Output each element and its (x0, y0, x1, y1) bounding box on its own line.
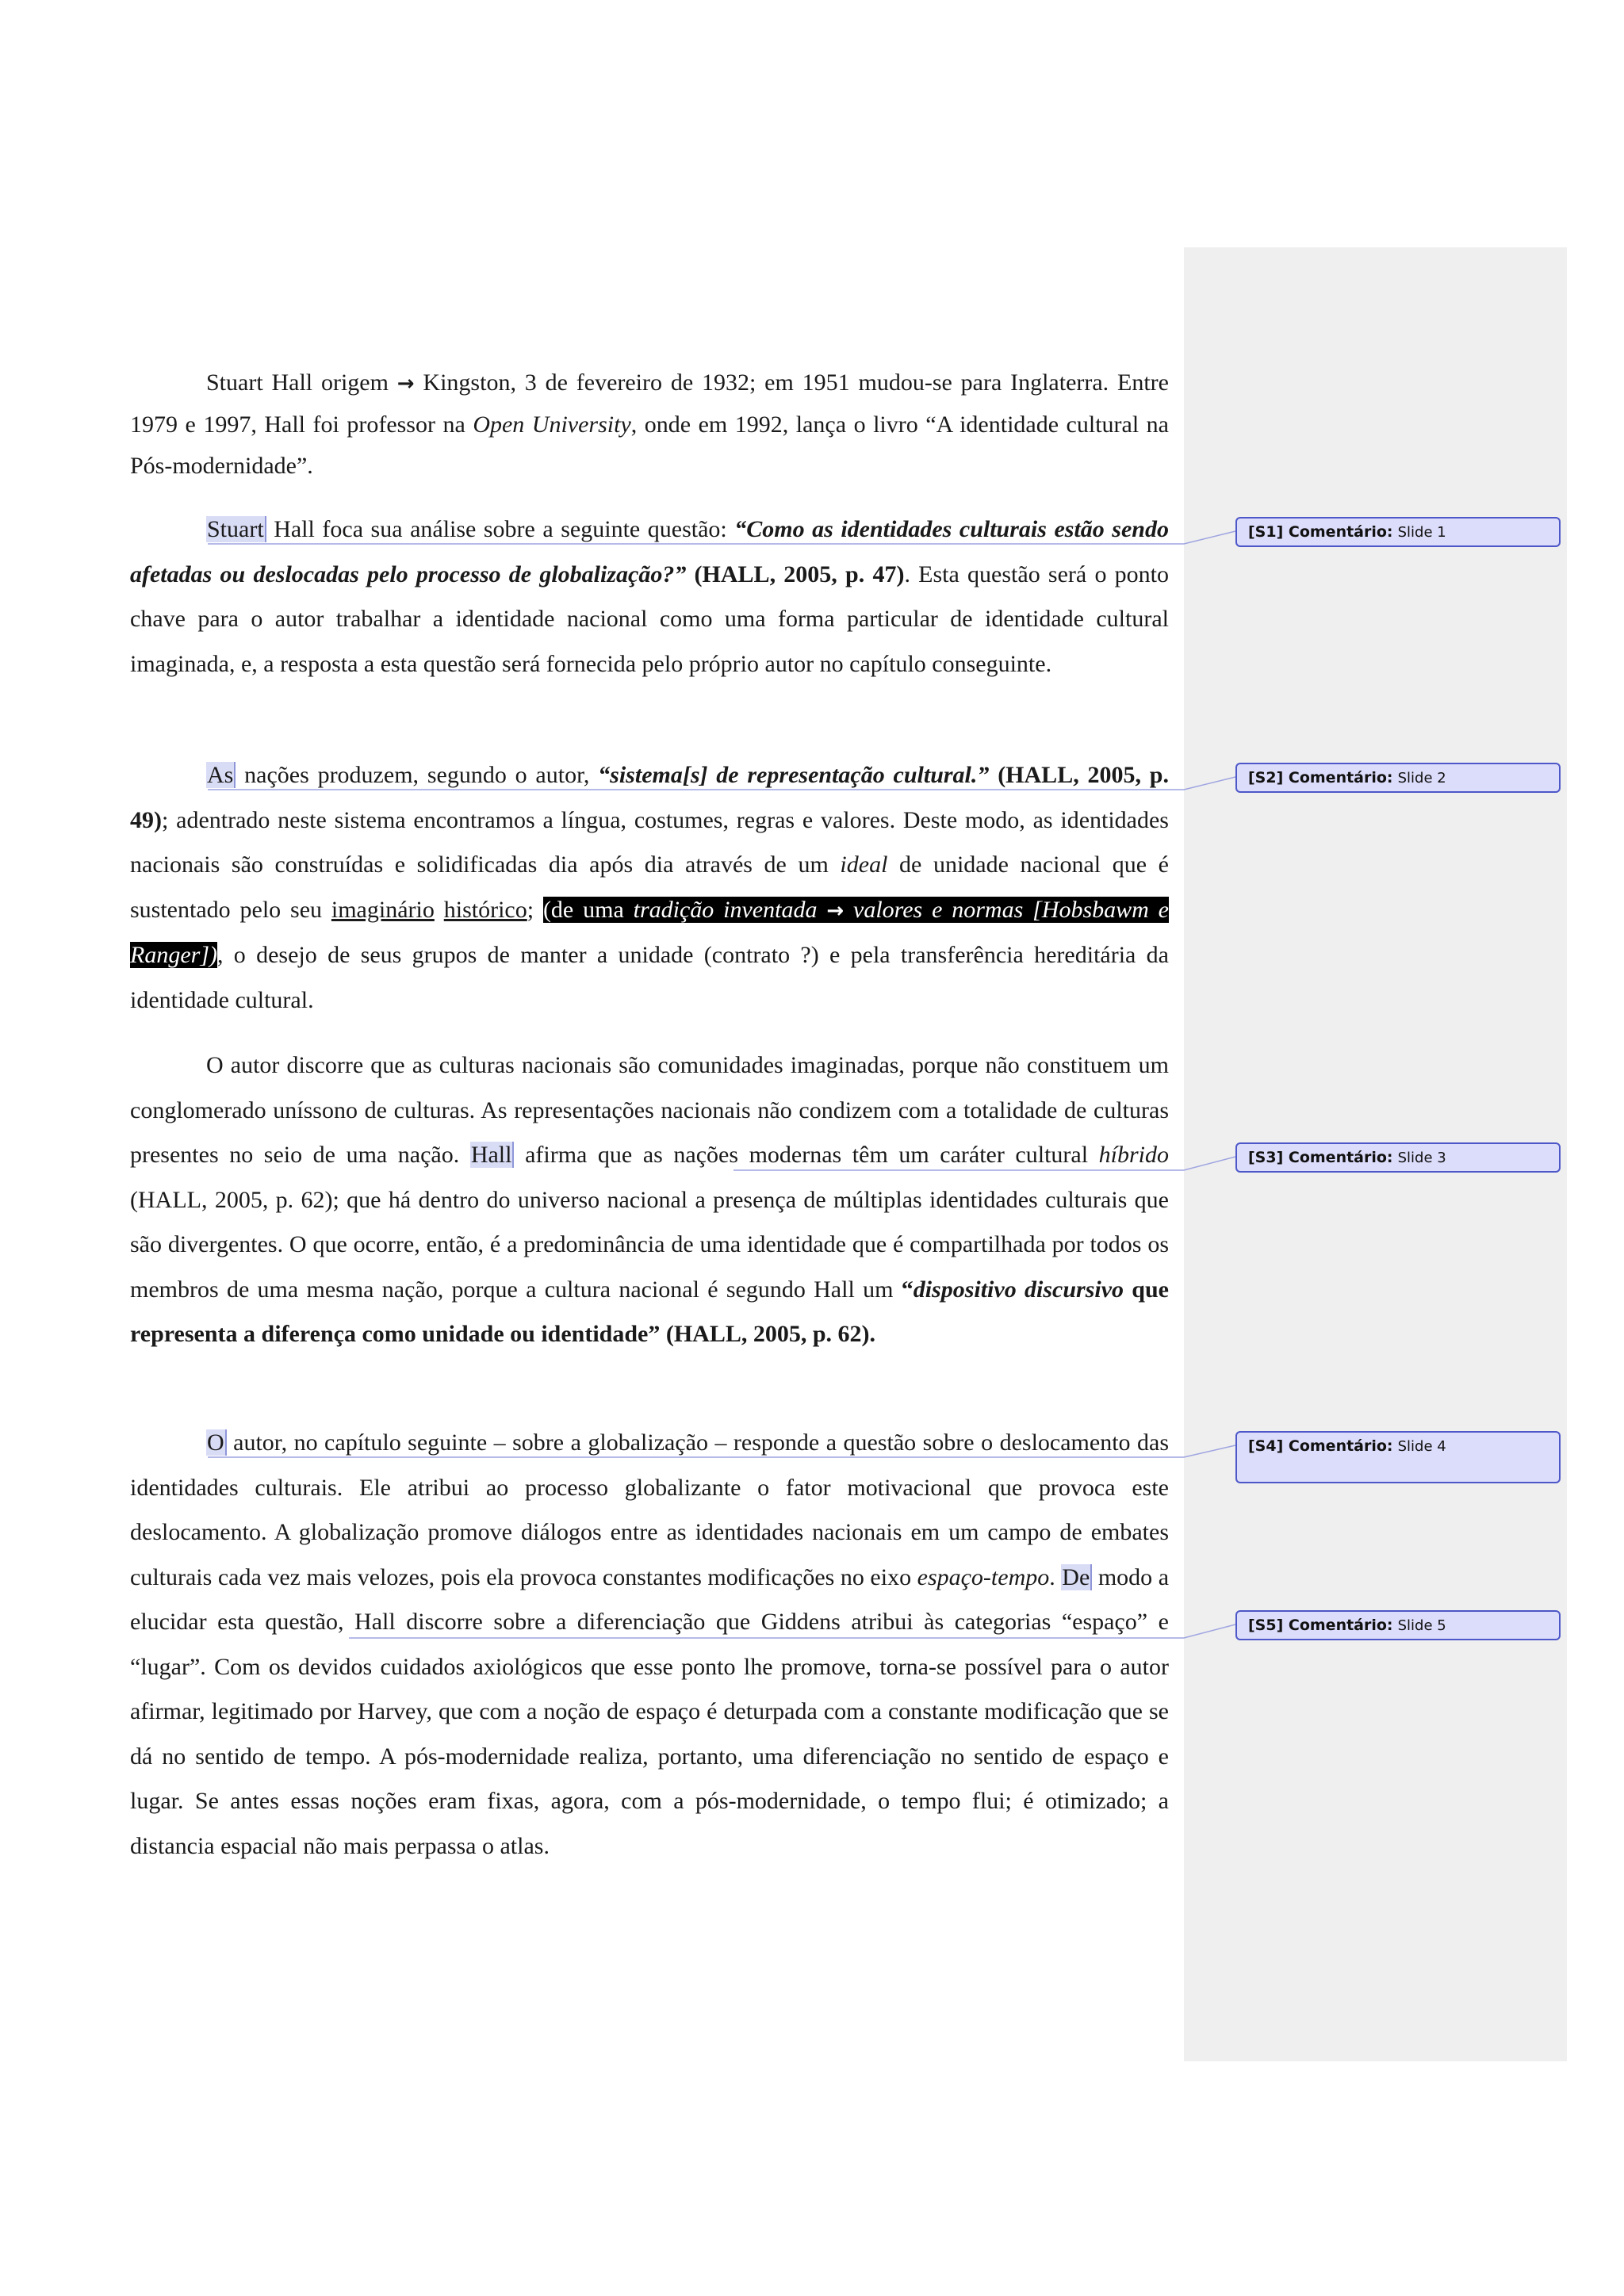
text-run: (HALL, 2005, p. 62); que há dentro do universo nacional a presença de múltiplas identidades culturais que são divergentes. O que ocorre, então, é a predominância de uma identidade que é compartilhada por todos os membros de uma mesma nação, porque a cultura nacional é segundo Hall um (130, 1186, 1169, 1303)
text-run: autor, no capítulo seguinte – sobre a globalização – responde a questão sobre o deslocamento das identidades culturais. Ele atribui ao processo globalizante o fator motivacional que provoca este deslocamento. A globalização promove diálogos entre as identidades nacionais em um campo de embates culturais cada vez mais velozes, pois ela provoca constantes modificações no eixo (130, 1429, 1169, 1590)
comment-anchor-3[interactable]: Hall (470, 1142, 515, 1168)
text-run: (de uma (542, 896, 634, 923)
text-run: Stuart Hall origem (206, 369, 397, 396)
italic-text: Open University (473, 411, 631, 438)
underlined-word: imaginário (331, 896, 435, 923)
text-run: ; adentrado neste sistema encontramos a língua, costumes, regras e valores. Deste modo, as identidades nacionais são construídas e solidificadas dia após dia através de um (130, 806, 1169, 878)
text-run: , onde em 1992, lança o livro “A identidade cultural na Pós-modernidade”. (130, 411, 1170, 479)
text-run: de unidade nacional que é sustentado pelo seu (130, 851, 1169, 923)
comment-header: [S4] Comentário: (1248, 1437, 1393, 1455)
comment-header: [S2] Comentário: (1248, 769, 1393, 786)
text-run: , o desejo de seus grupos de manter a unidade (contrato ?) e pela transferência hereditária da identidade cultural. (130, 942, 1169, 1013)
text-run: . (1049, 1563, 1062, 1590)
comment-balloon-4[interactable] (1235, 1431, 1561, 1483)
comment-balloon-2[interactable] (1235, 763, 1561, 793)
bold-text: “ (901, 1276, 914, 1303)
citation: (HALL, 2005, p. 49) (130, 762, 1169, 833)
comment-header: [S3] Comentário: (1248, 1149, 1393, 1166)
paragraph-3 (130, 753, 1169, 1023)
arrow-right-icon: → (826, 898, 845, 923)
text-run: O autor discorre que as culturas nacionais são comunidades imaginadas, porque não constituem um conglomerado uníssono de culturas. As representações nacionais não condizem com a totalidade de culturas presentes no seio de uma nação. (130, 1052, 1169, 1168)
comment-anchor-4[interactable]: O (206, 1429, 227, 1456)
comment-balloon-3[interactable] (1235, 1142, 1561, 1173)
comment-text: Slide 1 (1397, 524, 1446, 541)
bold-italic-text: dispositivo discursivo (913, 1276, 1124, 1303)
comment-balloon-1[interactable] (1235, 517, 1561, 547)
comment-anchor-5[interactable]: De (1061, 1564, 1092, 1590)
text-run: Hall foca sua análise sobre a seguinte questão: (266, 516, 735, 542)
text-run: afirma que as nações modernas têm um caráter cultural (514, 1142, 1099, 1168)
bold-text: que representa a diferença como unidade ou identidade” (HALL, 2005, p. 62). (130, 1276, 1169, 1347)
text-run: nações produzem, segundo o autor, (236, 762, 599, 788)
italic-text: ideal (840, 851, 888, 878)
comment-text: Slide 2 (1397, 770, 1446, 786)
italic-text: valores e normas [Hobsbawm e Ranger]) (130, 896, 1169, 968)
comment-anchor-2[interactable]: As (206, 762, 236, 788)
comment-balloon-5[interactable] (1235, 1610, 1561, 1640)
italic-text: espaço-tempo (917, 1563, 1050, 1590)
italic-text: tradição inventada (633, 896, 818, 923)
underlined-word: histórico (443, 896, 527, 923)
quote-text: “Como as identidades culturais estão sendo afetadas ou deslocadas pelo processo de globalização?” (130, 516, 1169, 587)
arrow-right-icon: → (396, 372, 415, 396)
paragraph-1 (130, 362, 1169, 487)
paragraph-4 (130, 1043, 1169, 1357)
comment-header: [S1] Comentário: (1248, 523, 1393, 541)
comment-anchor-1[interactable]: Stuart (206, 516, 266, 542)
italic-text: híbrido (1098, 1142, 1169, 1168)
comment-text: Slide 4 (1397, 1438, 1446, 1455)
citation: (HALL, 2005, p. 47) (686, 561, 905, 587)
text-run: . Esta questão será o ponto chave para o autor trabalhar a identidade nacional como uma forma particular de identidade cultural imaginada, e, a resposta a esta questão será fornecida pelo próprio autor no capítulo conseguinte. (130, 561, 1170, 677)
paragraph-2 (130, 507, 1169, 687)
text-run: modo a elucidar esta questão, Hall discorre sobre a diferenciação que Giddens atribui às categorias “espaço” e “lugar”. Com os devidos cuidados axiológicos que esse ponto lhe promove, torna-se possível para o autor afirmar, legitimado por Harvey, que com a noção de espaço é deturpada com a constante modificação que se dá no sentido de tempo. A pós-modernidade realiza, portanto, uma diferenciação no sentido de espaço e lugar. Se antes essas noções eram fixas, agora, com a pós-modernidade, o tempo flui; é otimizado; a distancia espacial não mais perpassa o atlas. (130, 1563, 1170, 1859)
comment-header: [S5] Comentário: (1248, 1617, 1393, 1634)
text-run: Kingston, 3 de fevereiro de 1932; em 1951 mudou-se para Inglaterra. Entre 1979 e 1997, Hall foi professor na (130, 369, 1169, 438)
quote-text: “sistema[s] de representação cultural.” (598, 762, 990, 788)
text-run: ; (527, 896, 543, 923)
paragraph-5 (130, 1421, 1169, 1869)
comment-text: Slide 5 (1397, 1617, 1446, 1634)
comment-text: Slide 3 (1397, 1150, 1446, 1166)
